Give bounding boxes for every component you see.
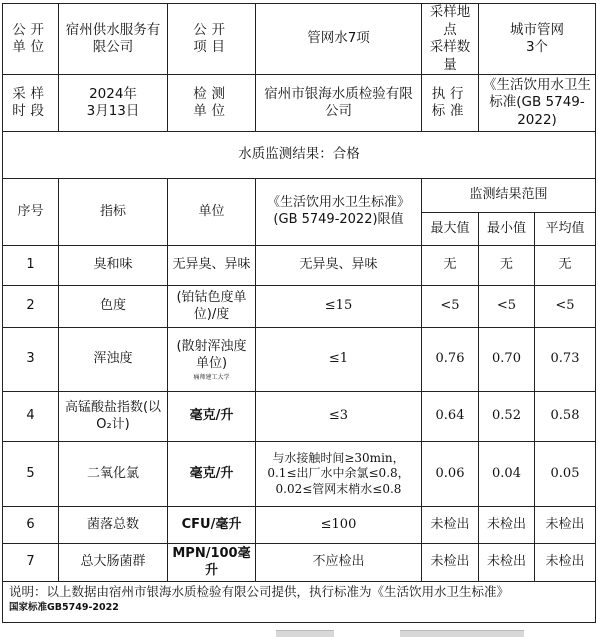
note-text: 说明：以上数据由宿州市银海水质检验有限公司提供，执行标准为《生活饮用水卫生标准》 bbox=[9, 584, 510, 600]
row-max: 无 bbox=[422, 246, 479, 286]
row-avg: 无 bbox=[535, 246, 596, 286]
row-indicator: 二氧化氯 bbox=[59, 442, 168, 507]
row-max: 未检出 bbox=[422, 507, 479, 544]
row-min: 未检出 bbox=[479, 507, 535, 544]
header-row-1 bbox=[3, 4, 596, 75]
note-cell bbox=[3, 582, 596, 623]
row-indicator: 色度 bbox=[59, 286, 168, 328]
table-row bbox=[3, 544, 596, 582]
row-max: 0.64 bbox=[422, 392, 479, 442]
row-indicator: 总大肠菌群 bbox=[59, 544, 168, 582]
column-header-row-1 bbox=[3, 179, 596, 213]
page-fragment bbox=[276, 630, 334, 637]
row-limit: ≤15 bbox=[256, 286, 422, 328]
time-label: 采样 时段 bbox=[3, 75, 59, 132]
row-no: 4 bbox=[3, 392, 59, 442]
publisher-label: 公开 单位 bbox=[3, 4, 59, 75]
row-min: 无 bbox=[479, 246, 535, 286]
col-unit: 单位 bbox=[168, 179, 256, 246]
row-unit bbox=[168, 328, 256, 392]
row-unit: 无异臭、异味 bbox=[168, 246, 256, 286]
row-min: 0.52 bbox=[479, 392, 535, 442]
row-avg: <5 bbox=[535, 286, 596, 328]
project-label: 公开 项目 bbox=[168, 4, 256, 75]
row-min: 未检出 bbox=[479, 544, 535, 582]
col-limit: 《生活饮用水卫生标准》(GB 5749-2022)限值 bbox=[256, 179, 422, 246]
row-limit: ≤1 bbox=[256, 328, 422, 392]
row-indicator: 高锰酸盐指数(以O₂计) bbox=[59, 392, 168, 442]
col-indicator: 指标 bbox=[59, 179, 168, 246]
table-row bbox=[3, 507, 596, 544]
row-no: 1 bbox=[3, 246, 59, 286]
row-avg: 0.73 bbox=[535, 328, 596, 392]
col-no: 序号 bbox=[3, 179, 59, 246]
col-min: 最小值 bbox=[479, 213, 535, 246]
result-row bbox=[3, 132, 596, 179]
col-range: 监测结果范围 bbox=[422, 179, 596, 213]
row-unit: MPN/100毫升 bbox=[168, 544, 256, 582]
time-value: 2024年 3月13日 bbox=[59, 75, 168, 132]
test-unit-value: 宿州市银海水质检验有限公司 bbox=[256, 75, 422, 132]
row-unit-note: 痛师建工大学 bbox=[193, 373, 230, 381]
note-row bbox=[3, 582, 596, 623]
standard-label: 执行 标准 bbox=[422, 75, 479, 132]
row-avg: 0.05 bbox=[535, 442, 596, 507]
row-min: 0.04 bbox=[479, 442, 535, 507]
table-row bbox=[3, 442, 596, 507]
row-limit: ≤3 bbox=[256, 392, 422, 442]
row-avg: 未检出 bbox=[535, 507, 596, 544]
standard-value: 《生活饮用水卫生标准(GB 5749-2022) bbox=[479, 75, 596, 132]
row-max: 未检出 bbox=[422, 544, 479, 582]
result-text: 水质监测结果：合格 bbox=[3, 132, 596, 179]
sites-value: 城市管网 3个 bbox=[479, 4, 596, 75]
table-row bbox=[3, 246, 596, 286]
row-unit: 毫克/升 bbox=[168, 442, 256, 507]
test-unit-label: 检测 单位 bbox=[168, 75, 256, 132]
row-max: 0.06 bbox=[422, 442, 479, 507]
row-no: 2 bbox=[3, 286, 59, 328]
row-max: 0.76 bbox=[422, 328, 479, 392]
publisher-value: 宿州供水服务有限公司 bbox=[59, 4, 168, 75]
page-fragment bbox=[400, 630, 524, 637]
row-no: 3 bbox=[3, 328, 59, 392]
row-limit: 不应检出 bbox=[256, 544, 422, 582]
row-min: <5 bbox=[479, 286, 535, 328]
header-row-2 bbox=[3, 75, 596, 132]
project-value: 管网水7项 bbox=[256, 4, 422, 75]
sites-label: 采样地点 采样数量 bbox=[422, 4, 479, 75]
note-sub: 国家标准GB5749-2022 bbox=[9, 602, 119, 614]
row-limit: ≤100 bbox=[256, 507, 422, 544]
row-max: <5 bbox=[422, 286, 479, 328]
col-max: 最大值 bbox=[422, 213, 479, 246]
col-avg: 平均值 bbox=[535, 213, 596, 246]
table-row bbox=[3, 286, 596, 328]
row-limit: 与水接触时间≥30min，0.1≤出厂水中余氯≤0.8，0.02≤管网末梢水≤0.8 bbox=[256, 442, 422, 507]
water-quality-table bbox=[2, 3, 596, 623]
row-no: 7 bbox=[3, 544, 59, 582]
row-indicator: 臭和味 bbox=[59, 246, 168, 286]
row-no: 6 bbox=[3, 507, 59, 544]
row-indicator: 浑浊度 bbox=[59, 328, 168, 392]
row-unit-text: (散射浑浊度单位) bbox=[176, 338, 247, 371]
row-unit: (铂钴色度单位)/度 bbox=[168, 286, 256, 328]
row-avg: 未检出 bbox=[535, 544, 596, 582]
table-row bbox=[3, 328, 596, 392]
row-no: 5 bbox=[3, 442, 59, 507]
row-avg: 0.58 bbox=[535, 392, 596, 442]
table-row bbox=[3, 392, 596, 442]
row-unit: CFU/毫升 bbox=[168, 507, 256, 544]
row-min: 0.70 bbox=[479, 328, 535, 392]
row-indicator: 菌落总数 bbox=[59, 507, 168, 544]
row-limit: 无异臭、异味 bbox=[256, 246, 422, 286]
row-unit: 毫克/升 bbox=[168, 392, 256, 442]
